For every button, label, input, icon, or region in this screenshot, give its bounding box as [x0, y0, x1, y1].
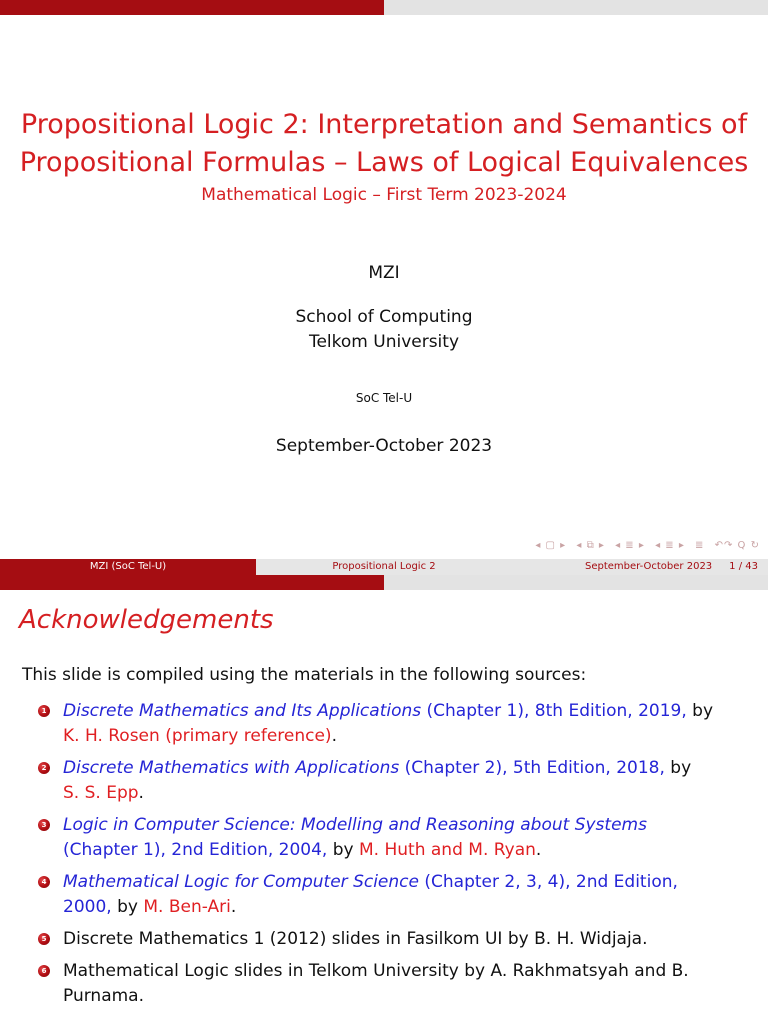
institute-line-2: Telkom University [308, 332, 460, 352]
source-details: (Chapter 2, 3, 4), 2nd Edition, [418, 872, 678, 892]
source-author[interactable]: K. H. Rosen (primary reference) [63, 726, 332, 746]
nav-search-icon[interactable]: ↶↷ Q ↻ [714, 540, 760, 551]
header-bar [0, 0, 768, 15]
source-author[interactable]: M. Ben-Ari [143, 897, 231, 917]
source-details: (Chapter 1), 2nd Edition, 2004, [63, 840, 328, 860]
intro-text: This slide is compiled using the materials in the following sources: [22, 665, 587, 685]
nav-section-icon[interactable]: ◂ ≣ ▸ [615, 540, 645, 551]
numbered-bullet-icon: 2 [38, 762, 50, 774]
footer-page-number: 1 / 43 [729, 561, 758, 572]
title-line-2: Propositional Formulas – Laws of Logical Equivalences [19, 147, 749, 178]
source-text-line-1: Mathematical Logic slides in Telkom University by A. Rakhmatsyah and B. [63, 961, 689, 981]
footer-right [512, 559, 768, 575]
nav-frame-icon[interactable]: ◂ ▢ ▸ [535, 540, 567, 551]
numbered-bullet-icon: 3 [38, 819, 50, 831]
presentation-subtitle: Mathematical Logic – First Term 2023-2024 [201, 185, 567, 205]
header-bar-left [0, 575, 384, 590]
footer-short-title: Propositional Logic 2 [256, 559, 512, 575]
presentation-date: September-October 2023 [275, 436, 493, 456]
footer-bar [0, 559, 768, 575]
source-by: by [327, 840, 360, 860]
source-by: by [664, 758, 692, 778]
source-details: (Chapter 1), 8th Edition, 2019, [421, 701, 687, 721]
nav-subsection-icon[interactable]: ◂ ⧉ ▸ [576, 540, 605, 551]
footer-author: MZI (SoC Tel-U) [0, 559, 256, 575]
source-book-title[interactable]: Logic in Computer Science: Modelling and Reasoning about Systems [63, 815, 647, 835]
nav-part-icon[interactable]: ◂ ≣ ▸ [655, 540, 685, 551]
source-year: 2000, [63, 897, 112, 917]
source-text-line-2: Purnama. [63, 986, 144, 1006]
source-book-title[interactable]: Mathematical Logic for Computer Science [63, 872, 419, 892]
header-bar-right [384, 575, 768, 590]
source-end: . [535, 840, 542, 860]
numbered-bullet-icon: 6 [38, 965, 50, 977]
source-book-title[interactable]: Discrete Mathematics and Its Applications [63, 701, 422, 721]
header-bar-left [0, 0, 384, 15]
numbered-bullet-icon: 5 [38, 933, 50, 945]
author: MZI [368, 263, 400, 283]
acknowledgements-slide [0, 575, 768, 1024]
source-by: by [686, 701, 714, 721]
source-author[interactable]: M. Huth and M. Ryan [359, 840, 536, 860]
source-end: . [230, 897, 237, 917]
title-line-1: Propositional Logic 2: Interpretation and Semantics of [20, 109, 748, 140]
source-book-title[interactable]: Discrete Mathematics with Applications [63, 758, 400, 778]
numbered-bullet-icon: 4 [38, 876, 50, 888]
institute-short: SoC Tel-U [355, 391, 413, 405]
numbered-bullet-icon: 1 [38, 705, 50, 717]
frame-title: Acknowledgements [19, 605, 274, 635]
source-text: Discrete Mathematics 1 (2012) slides in Fasilkom UI by B. H. Widjaja. [63, 929, 648, 949]
institute-line-1: School of Computing [295, 307, 473, 327]
header-bar [0, 575, 768, 590]
beamer-navigation[interactable] [529, 540, 760, 551]
header-bar-right [384, 0, 768, 15]
source-end: . [331, 726, 337, 746]
footer-date: September-October 2023 [585, 561, 713, 572]
nav-toc-icon[interactable]: ≣ [695, 540, 705, 551]
source-by: by [111, 897, 144, 917]
source-end: . [138, 783, 144, 803]
presentation-title [0, 106, 768, 182]
source-author[interactable]: S. S. Epp [63, 783, 139, 803]
source-details: (Chapter 2), 5th Edition, 2018, [399, 758, 665, 778]
